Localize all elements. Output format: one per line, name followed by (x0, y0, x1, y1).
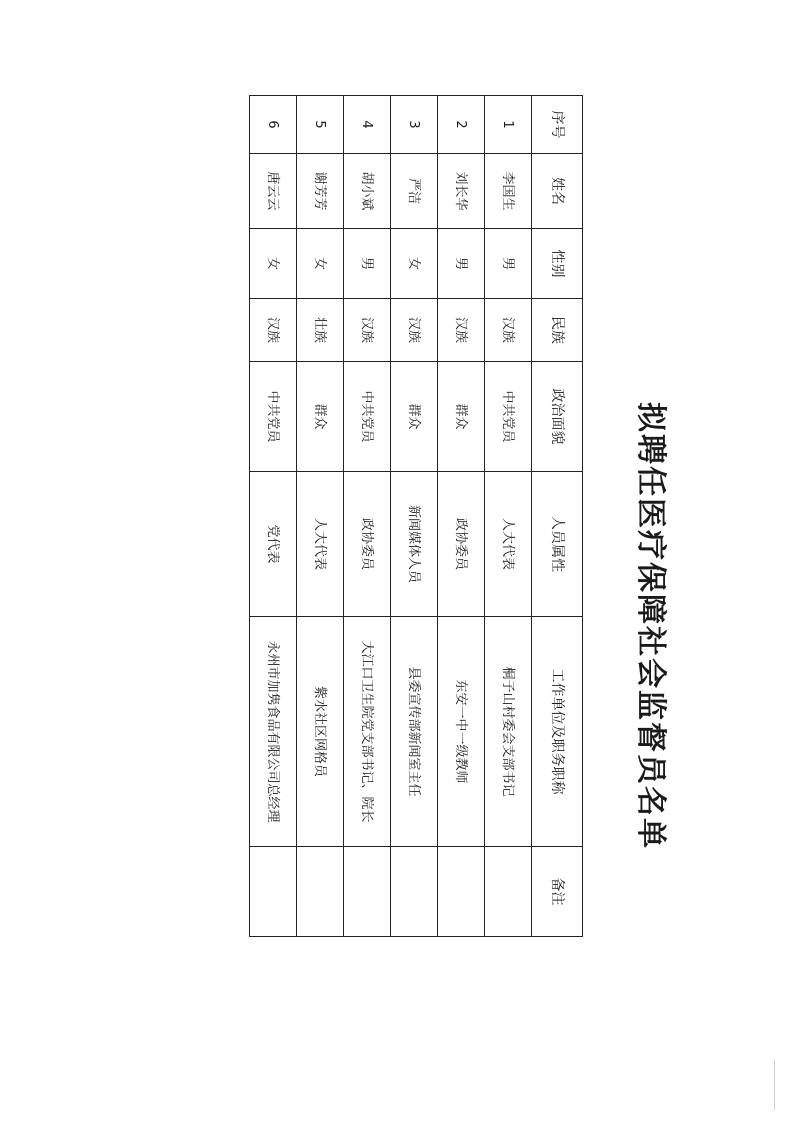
cell-workplace: 紫水社区网格员 (297, 617, 344, 847)
header-political-status: 政治面貌 (532, 362, 583, 472)
cell-political-status: 群众 (297, 362, 344, 472)
cell-attribute: 人大代表 (485, 472, 532, 617)
header-remarks: 备注 (532, 847, 583, 937)
cell-name: 胡小斌 (344, 154, 391, 229)
cell-name: 刘长华 (438, 154, 485, 229)
table-row (250, 96, 297, 937)
table-row (297, 96, 344, 937)
cell-gender: 女 (391, 229, 438, 299)
cell-political-status: 群众 (391, 362, 438, 472)
cell-workplace: 大江口卫生院党支部书记、院长 (344, 617, 391, 847)
cell-gender: 女 (297, 229, 344, 299)
cell-attribute: 政协委员 (344, 472, 391, 617)
cell-name: 唐云云 (250, 154, 297, 229)
table-row (391, 96, 438, 937)
cell-gender: 女 (250, 229, 297, 299)
cell-name: 谢芳芳 (297, 154, 344, 229)
table-row (438, 96, 485, 937)
cell-remarks (438, 847, 485, 937)
cell-ethnicity: 汉族 (250, 299, 297, 362)
cell-political-status: 中共党员 (250, 362, 297, 472)
cell-workplace: 县委宣传部新闻室主任 (391, 617, 438, 847)
cell-remarks (297, 847, 344, 937)
cell-ethnicity: 汉族 (485, 299, 532, 362)
table-header-row (532, 96, 583, 937)
header-workplace: 工作单位及职务职称 (532, 617, 583, 847)
header-no: 序号 (532, 96, 583, 154)
header-ethnicity: 民族 (532, 299, 583, 362)
cell-political-status: 中共党员 (344, 362, 391, 472)
cell-attribute: 新闻媒体人员 (391, 472, 438, 617)
cell-ethnicity: 汉族 (391, 299, 438, 362)
table-row (344, 96, 391, 937)
cell-attribute: 党代表 (250, 472, 297, 617)
cell-no: 6 (250, 96, 297, 154)
cell-attribute: 人大代表 (297, 472, 344, 617)
cell-workplace: 永州市加隽食品有限公司总经理 (250, 617, 297, 847)
document-title: 拟聘任医疗保障社会监督员名单 (633, 402, 668, 850)
cell-no: 2 (438, 96, 485, 154)
cell-remarks (485, 847, 532, 937)
cell-no: 1 (485, 96, 532, 154)
cell-workplace: 桐子山村委会支部书记 (485, 617, 532, 847)
cell-remarks (250, 847, 297, 937)
cell-ethnicity: 汉族 (344, 299, 391, 362)
cell-ethnicity: 壮族 (297, 299, 344, 362)
cell-no: 3 (391, 96, 438, 154)
scan-edge-mark (774, 1060, 775, 1110)
supervisor-roster-table (249, 95, 583, 937)
cell-ethnicity: 汉族 (438, 299, 485, 362)
cell-no: 5 (297, 96, 344, 154)
header-name: 姓名 (532, 154, 583, 229)
cell-name: 严洁 (391, 154, 438, 229)
cell-name: 李国生 (485, 154, 532, 229)
cell-remarks (344, 847, 391, 937)
cell-workplace: 东安一中一级教师 (438, 617, 485, 847)
table-row (485, 96, 532, 937)
header-gender: 性别 (532, 229, 583, 299)
cell-no: 4 (344, 96, 391, 154)
cell-attribute: 政协委员 (438, 472, 485, 617)
header-attribute: 人员属性 (532, 472, 583, 617)
cell-remarks (391, 847, 438, 937)
cell-gender: 男 (344, 229, 391, 299)
cell-gender: 男 (485, 229, 532, 299)
cell-gender: 男 (438, 229, 485, 299)
cell-political-status: 群众 (438, 362, 485, 472)
cell-political-status: 中共党员 (485, 362, 532, 472)
